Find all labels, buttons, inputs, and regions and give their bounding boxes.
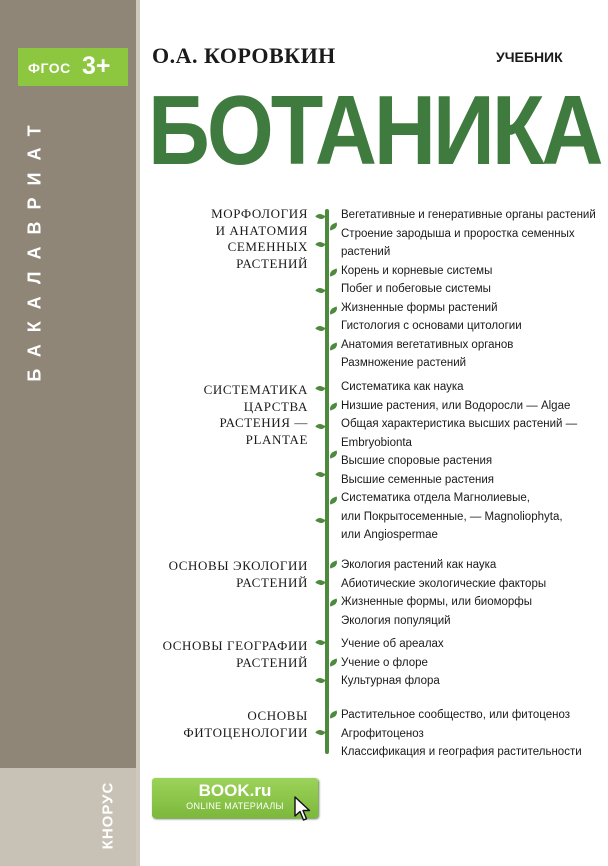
list-item: или Покрытосеменные, — Magnoliophyta, <box>341 510 563 523</box>
list-item: Строение зародыша и проростка семенных <box>341 227 575 240</box>
list-item: Анатомия вегетативных органов <box>341 338 514 351</box>
list-item: или Angiospermae <box>341 529 438 541</box>
section-title-line: ЦАРСТВА <box>243 398 308 414</box>
publisher-text: КНОРУС <box>99 781 117 849</box>
leaf-icon <box>328 560 338 568</box>
list-item: Корень и корневые системы <box>341 264 493 277</box>
section-title-line: ОСНОВЫ ЭКОЛОГИИ <box>168 558 308 573</box>
list-item: Гистология с основами цитологии <box>341 320 522 332</box>
section-title <box>158 206 308 272</box>
section-title-line: И АНАТОМИЯ <box>215 222 308 238</box>
list-item: Побег и побеговые системы <box>341 283 491 295</box>
leaf-icon <box>328 402 338 410</box>
section-title <box>158 708 308 741</box>
topic-list <box>341 706 603 762</box>
leaf-icon <box>328 496 338 504</box>
topic-list <box>341 378 603 545</box>
leaf-icon <box>328 222 338 230</box>
section-title-line: СИСТЕМАТИКА <box>203 382 308 397</box>
author-name: О.А. КОРОВКИН <box>152 43 336 68</box>
section-title-line: РАСТЕНИЙ <box>236 255 308 271</box>
topic-list <box>341 206 603 373</box>
list-item: Вегетативные и генеративные органы растений <box>341 209 596 221</box>
vine-divider <box>325 209 329 754</box>
bookru-brand: BOOK.ru <box>198 781 272 800</box>
fgos-label: ФГОС <box>28 60 71 76</box>
leaf-icon <box>328 710 338 718</box>
series-text: БАКАЛАВРИАТ <box>24 113 45 382</box>
bookru-caption: ONLINE МАТЕРИАЛЫ <box>186 801 284 811</box>
section-title <box>158 558 308 591</box>
section-title-line: СЕМЕННЫХ <box>227 239 308 254</box>
section-title-line: ОСНОВЫ <box>247 708 308 723</box>
section-title-line: ФИТОЦЕНОЛОГИИ <box>183 724 308 740</box>
leaf-icon <box>328 450 338 458</box>
book-type-label: УЧЕБНИК <box>496 49 563 65</box>
section-title-line: РАСТЕНИЙ <box>236 574 308 590</box>
leaf-icon <box>328 598 338 606</box>
list-item: Жизненные формы, или биоморфы <box>341 596 533 608</box>
list-item: Высшие семенные растения <box>341 473 495 486</box>
section-title-line: РАСТЕНИЯ — <box>219 415 308 430</box>
section-title-line: ОСНОВЫ ГЕОГРАФИИ <box>162 638 308 653</box>
spine-edge <box>136 0 140 866</box>
list-item: Низшие растения, или Водоросли — Algae <box>341 399 571 412</box>
list-item: Экология популяций <box>341 614 451 627</box>
list-item: Классификация и география растительности <box>341 746 582 758</box>
list-item: растений <box>341 246 391 258</box>
section-title <box>158 382 308 448</box>
list-item: Систематика отдела Магнолиевые, <box>341 492 530 504</box>
list-item: Экология растений как наука <box>341 559 497 571</box>
fgos-badge <box>18 48 128 86</box>
section-title-line: РАСТЕНИЙ <box>236 654 308 670</box>
leaf-icon <box>328 306 338 314</box>
cursor-arrow-icon <box>294 796 312 822</box>
list-item: Систематика как наука <box>341 381 464 393</box>
list-item: Жизненные формы растений <box>341 301 498 314</box>
leaf-icon <box>328 342 338 350</box>
list-item: Учение о флоре <box>341 656 428 669</box>
section-title <box>158 638 308 671</box>
list-item: Абиотические экологические факторы <box>341 577 547 590</box>
list-item: Общая характеристика высших растений — <box>341 418 578 430</box>
list-item: Агрофитоценоз <box>341 727 424 740</box>
list-item: Высшие споровые растения <box>341 455 493 467</box>
list-item: Учение об ареалах <box>341 638 444 650</box>
leaf-icon <box>328 658 338 666</box>
list-item: Размножение растений <box>341 357 467 369</box>
section-title-line: МОРФОЛОГИЯ <box>211 206 308 221</box>
list-item: Культурная флора <box>341 675 440 687</box>
list-item: Растительное сообщество, или фитоценоз <box>341 709 571 721</box>
topic-list <box>341 635 603 691</box>
book-title: БОТАНИКА <box>148 76 601 186</box>
publisher-label-vertical <box>96 770 120 860</box>
leaf-icon <box>328 268 338 276</box>
fgos-version: 3+ <box>82 52 111 80</box>
section-title-line: PLANTAE <box>245 431 308 447</box>
topic-list <box>341 556 603 630</box>
series-label-vertical <box>20 105 50 390</box>
list-item: Embryobionta <box>341 436 412 449</box>
